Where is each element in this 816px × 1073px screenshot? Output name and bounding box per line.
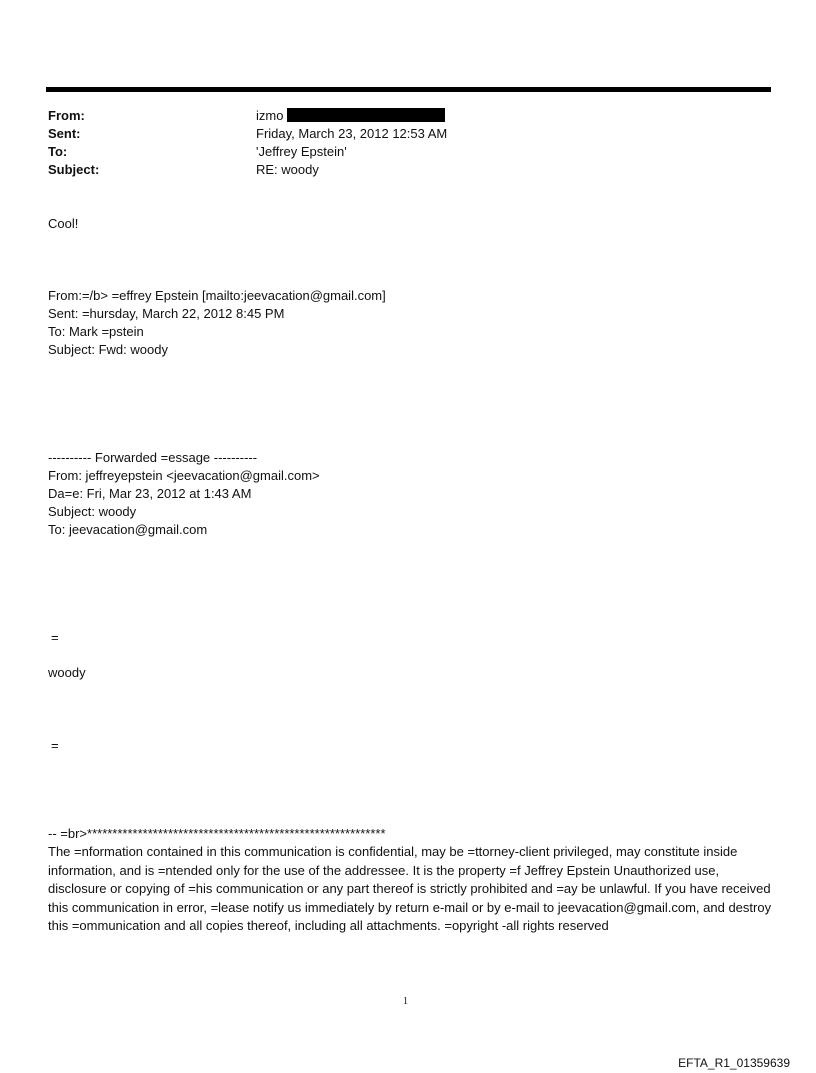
quoted-from: From:=/b> =effrey Epstein [mailto:jeevacation@gmail.com] <box>48 288 386 303</box>
body-equals-1: = <box>51 630 59 645</box>
signature-line: -- =br>*********************************************************** <box>48 826 386 841</box>
from-name: izmo <box>256 108 284 123</box>
reply-text: Cool! <box>48 216 79 231</box>
body-text: woody <box>48 665 86 680</box>
disclaimer-text: The =nformation contained in this communication is confidential, may be =ttorney-client privileged, may constitute inside information, and is =ntended only for the use of the addressee. It is the property =f Jeffrey Epstein Unauthorized use, disclosure or copying of =his communication or any part thereof is strictly prohibited and =ay be unlawful. If you have received this communication in error, =lease notify us immediately by return e-mail or by e-mail to jeevacation@gmail.com, and destroy this =ommunication and all copies thereof, including all attachments. =opyright -all rights reserved <box>48 844 772 933</box>
bates-number: EFTA_R1_01359639 <box>678 1056 790 1070</box>
header-rule <box>46 87 771 92</box>
forwarded-from: From: jeffreyepstein <jeevacation@gmail.com> <box>48 468 320 483</box>
quoted-subject: Subject: Fwd: woody <box>48 342 168 357</box>
quoted-sent: Sent: =hursday, March 22, 2012 8:45 PM <box>48 306 285 321</box>
forwarded-to: To: jeevacation@gmail.com <box>48 522 208 537</box>
body-equals-2: = <box>51 738 59 753</box>
sent-value: Friday, March 23, 2012 12:53 AM <box>256 126 448 141</box>
quoted-to: To: Mark =pstein <box>48 324 144 339</box>
to-value: 'Jeffrey Epstein' <box>256 144 347 159</box>
from-label: From: <box>48 108 85 123</box>
page-number: 1 <box>403 996 408 1007</box>
to-label: To: <box>48 144 68 159</box>
redaction-box <box>287 108 445 122</box>
subject-value: RE: woody <box>256 162 319 177</box>
subject-label: Subject: <box>48 162 100 177</box>
forwarded-date: Da=e: Fri, Mar 23, 2012 at 1:43 AM <box>48 486 252 501</box>
forwarded-banner: ---------- Forwarded =essage ---------- <box>48 450 258 465</box>
sent-label: Sent: <box>48 126 81 141</box>
forwarded-subject: Subject: woody <box>48 504 137 519</box>
from-value <box>256 107 445 125</box>
